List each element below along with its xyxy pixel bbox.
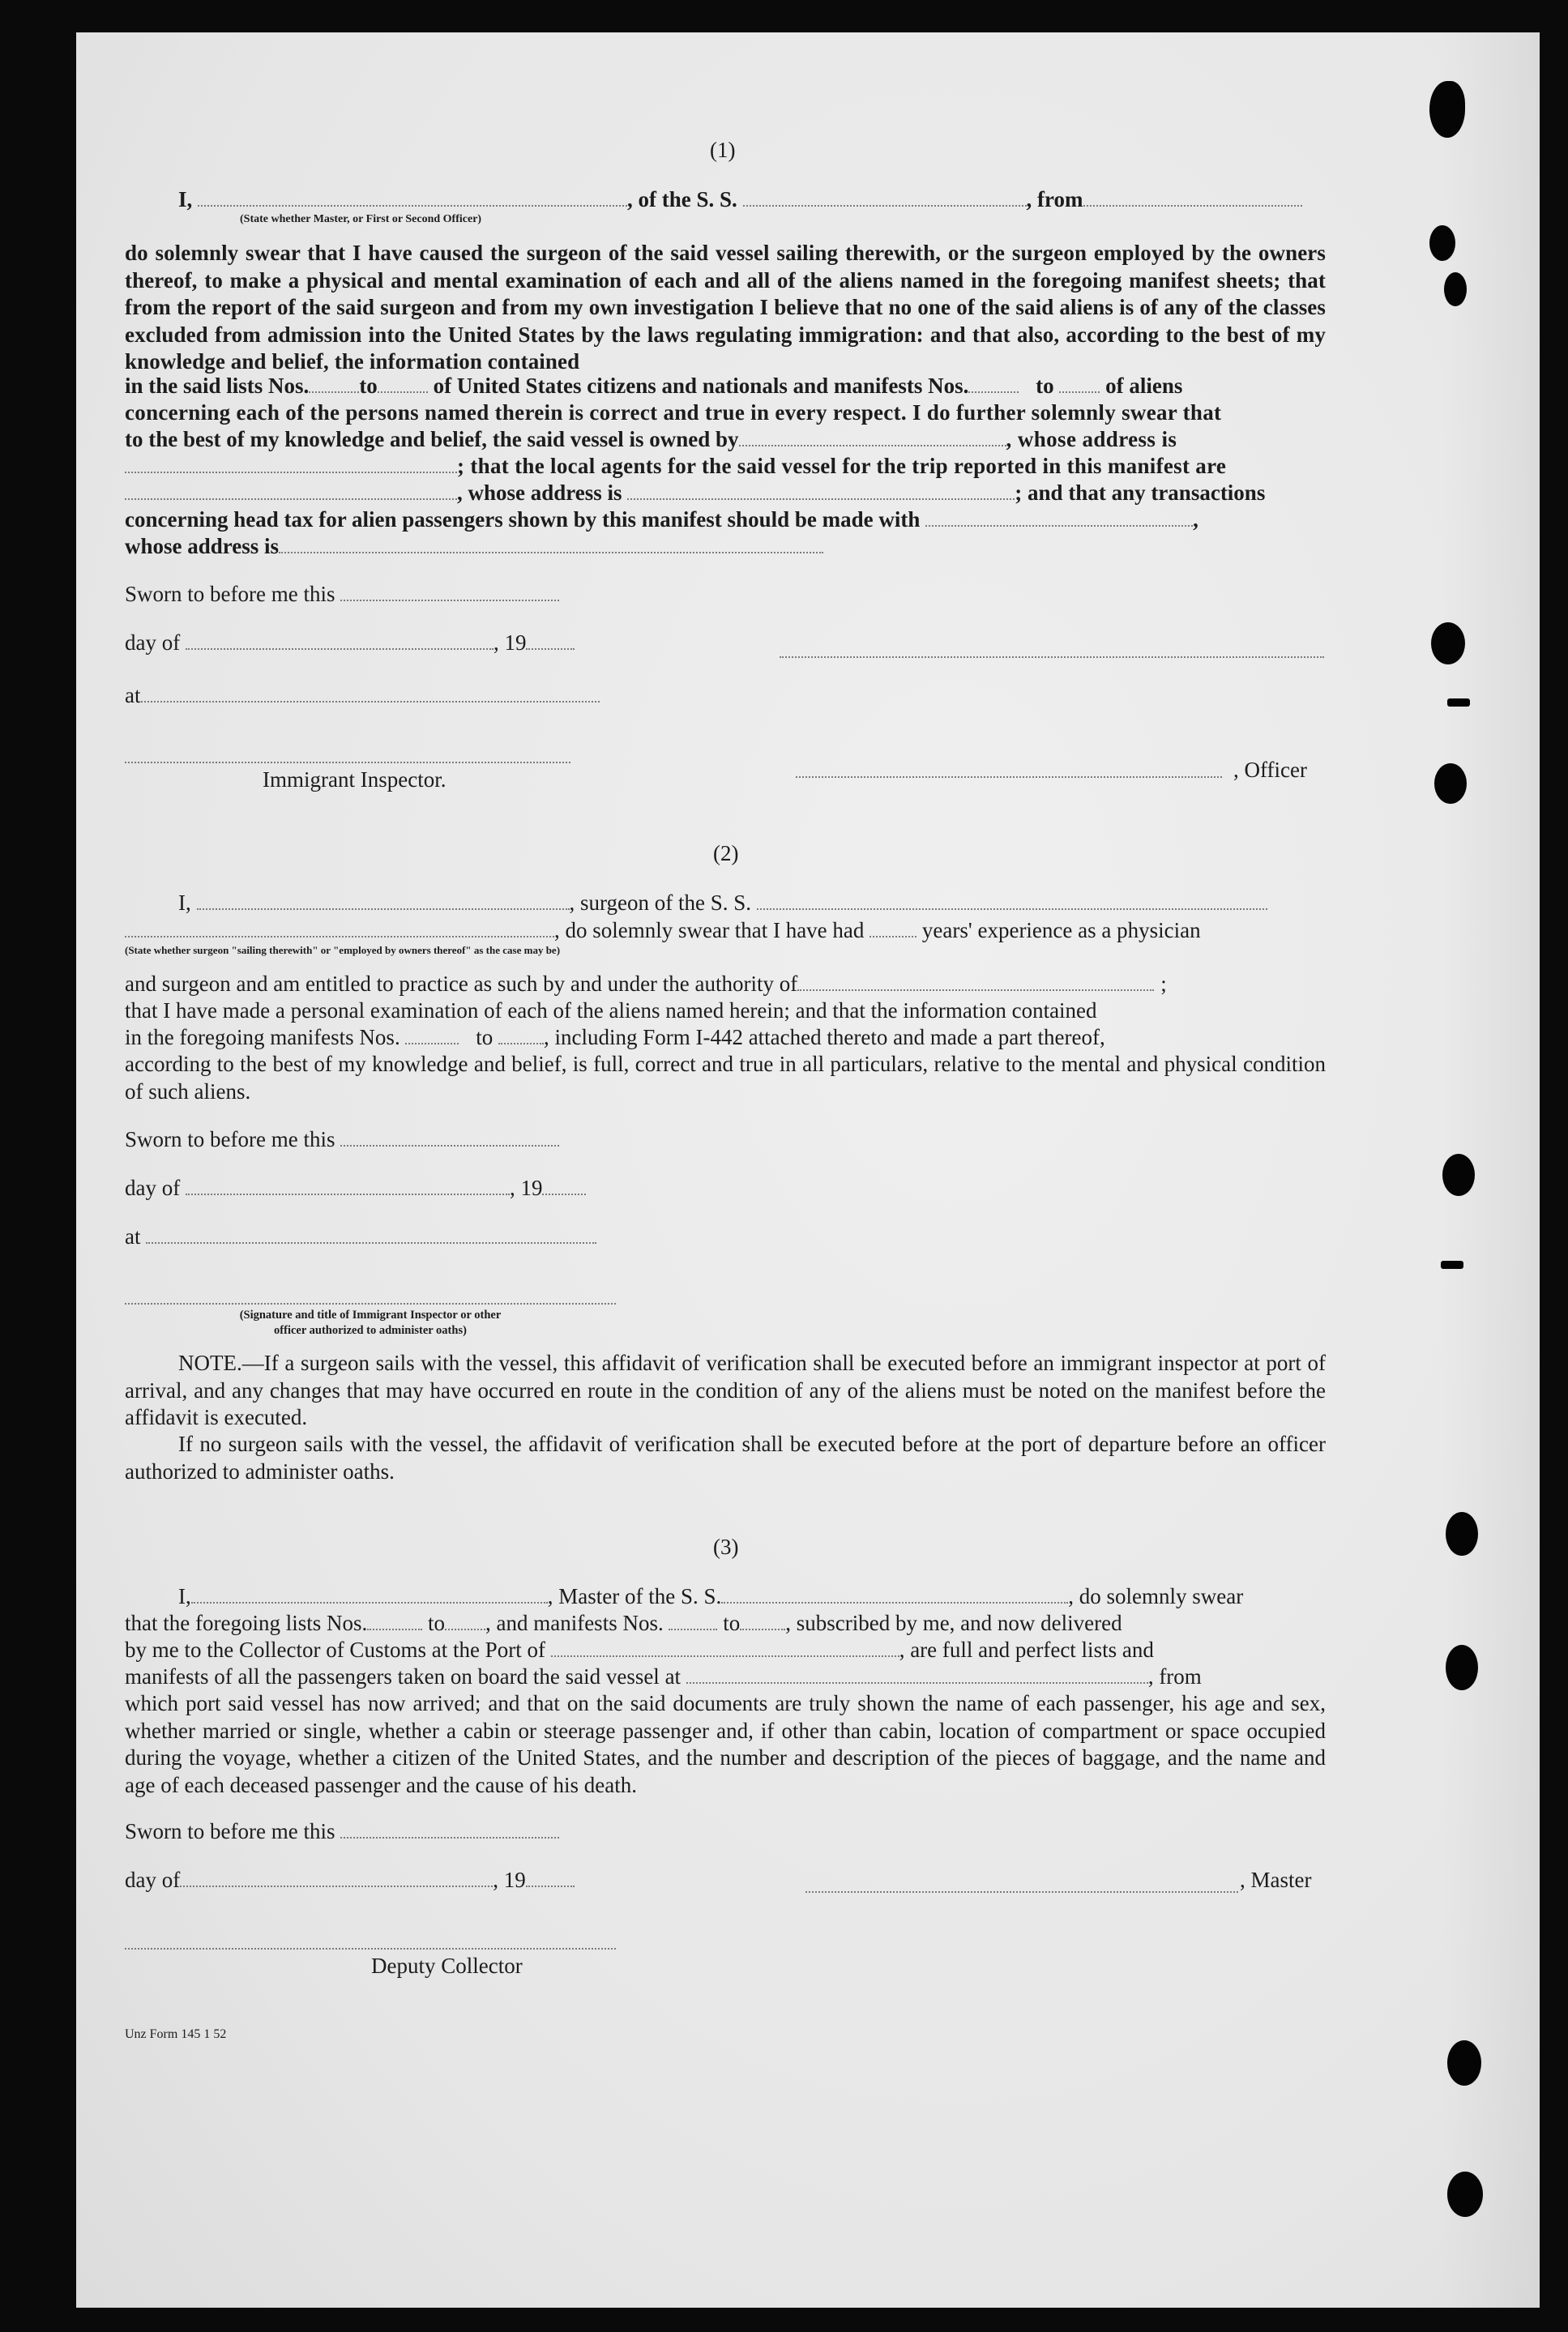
section-3-manifests-line xyxy=(125,1664,1202,1690)
head-tax-party-field[interactable] xyxy=(925,507,1193,527)
binder-hole-9 xyxy=(1447,2040,1481,2086)
section-1-agents-line xyxy=(125,453,1226,480)
day-of-label-3: day of xyxy=(125,1868,181,1892)
manifests-to-field[interactable] xyxy=(1059,374,1100,393)
master-signature-line[interactable] xyxy=(805,1891,1238,1893)
foregoing-manifests-to-label: to xyxy=(723,1611,741,1635)
sworn-label: Sworn to before me this xyxy=(125,582,335,606)
binder-hole-2 xyxy=(1429,225,1455,261)
section-1-number: (1) xyxy=(710,138,736,162)
section-3-paragraph: which port said vessel has now arrived; and that on the said documents are truly shown the name of each passenger, his age and sex, whether married or single, whether a cabin or steerage passenger and, if other than cabin, location of compartment or space occupied during the voyage, whether a citizen of the United States, and the number and description of the pieces of baggage, and the name and age of each deceased passenger and the cause of his death. xyxy=(125,1691,1326,1797)
sworn-day-field-3[interactable] xyxy=(340,1819,559,1839)
inspector-label: Immigrant Inspector. xyxy=(263,767,446,792)
section-1-at-line xyxy=(125,682,600,709)
section-2-paragraph-a: that I have made a personal examination of each of the aliens named herein; and that the information contained xyxy=(125,998,1097,1023)
section-1-sworn-line xyxy=(125,581,559,608)
section-3-sworn-line xyxy=(125,1818,559,1845)
year-prefix-3: , 19 xyxy=(493,1868,526,1892)
month-field-3[interactable] xyxy=(180,1868,493,1887)
years-label: years' experience as a physician xyxy=(921,918,1201,942)
owner-address-field[interactable] xyxy=(125,454,457,473)
officer-label: , Officer xyxy=(1233,758,1307,782)
section-1-lists-line xyxy=(125,373,1182,399)
sworn-day-field[interactable] xyxy=(340,582,559,601)
at-label-2: at xyxy=(125,1224,141,1249)
binder-hole-6 xyxy=(1442,1154,1475,1196)
section-3-number: (3) xyxy=(713,1535,739,1559)
agents-address-label: , whose address is xyxy=(457,480,622,505)
officer-rank-field[interactable] xyxy=(198,187,627,207)
collector-label: by me to the Collector of Customs at the Port of xyxy=(125,1638,545,1662)
binder-hole-8 xyxy=(1446,1645,1478,1690)
foregoing-lists-to-label: to xyxy=(427,1611,445,1635)
binder-hole-1 xyxy=(1429,81,1465,138)
surgeon-status-field[interactable] xyxy=(125,918,554,937)
binder-hole-3 xyxy=(1444,272,1467,306)
label-i-2: I, xyxy=(178,891,191,915)
foregoing-lists-to-field[interactable] xyxy=(445,1611,485,1630)
section-2-sworn-line xyxy=(125,1126,559,1153)
deputy-signature-line[interactable] xyxy=(125,1948,616,1950)
lists-to-field[interactable] xyxy=(378,374,428,393)
binder-hole-5 xyxy=(1434,763,1467,804)
year-field[interactable] xyxy=(526,630,575,650)
form-i442-label: , including Form I-442 attached thereto and made a part thereof, xyxy=(543,1025,1105,1049)
foregoing-manifests-from-field[interactable] xyxy=(669,1611,717,1630)
surgeon-ship-field[interactable] xyxy=(757,891,1267,910)
section-3-foregoing-line xyxy=(125,1610,1122,1637)
lists-from-field[interactable] xyxy=(309,374,359,393)
caption-officer-rank: (State whether Master, or First or Second Officer) xyxy=(240,213,482,225)
section-1-line-1 xyxy=(178,186,1302,213)
do-solemnly-label: , do solemnly swear xyxy=(1068,1584,1244,1608)
manifests-from-field[interactable] xyxy=(968,374,1019,393)
caption-surgeon-status: (State whether surgeon "sailing therewith" or "employed by owners thereof" as the case may be) xyxy=(125,944,561,956)
manifests-nos-from-field[interactable] xyxy=(405,1025,459,1044)
binder-hole-4 xyxy=(1431,622,1465,664)
ship-name-field[interactable] xyxy=(743,187,1027,207)
master-name-field[interactable] xyxy=(191,1584,548,1604)
manifests-label: of United States citizens and nationals and manifests Nos. xyxy=(433,374,969,398)
section-1-whose-address-line xyxy=(125,533,823,560)
year-field-3[interactable] xyxy=(526,1868,575,1887)
officer-signature-line[interactable] xyxy=(780,656,1324,658)
boarded-at-field[interactable] xyxy=(686,1664,1148,1684)
label-i-3: I, xyxy=(178,1584,191,1608)
label-from: , from xyxy=(1026,187,1083,211)
inspector-signature-line[interactable] xyxy=(125,762,570,763)
solemnly-label: , do solemnly swear that I have had xyxy=(554,918,865,942)
authority-field[interactable] xyxy=(797,972,1154,991)
officer-name-line[interactable] xyxy=(796,776,1222,778)
years-field[interactable] xyxy=(869,918,916,937)
local-agents-label: ; that the local agents for the said vessel for the trip reported in this manifest are xyxy=(457,454,1227,478)
deputy-collector-label: Deputy Collector xyxy=(371,1954,523,1978)
aliens-label: of aliens xyxy=(1105,374,1183,398)
sworn-day-field-2[interactable] xyxy=(340,1127,559,1147)
section-2-line-2 xyxy=(125,917,1201,944)
manifests-to-label: to xyxy=(1036,374,1054,398)
year-field-2[interactable] xyxy=(542,1176,586,1195)
label-of-ss: , of the S. S. xyxy=(627,187,737,211)
foregoing-lists-from-field[interactable] xyxy=(367,1611,422,1630)
head-tax-address-label: whose address is xyxy=(125,534,280,558)
master-of-label: , Master of the S. S. xyxy=(547,1584,722,1608)
section-2-day-line xyxy=(125,1175,586,1202)
caption-signature-line-1: (Signature and title of Immigrant Inspector or other xyxy=(239,1309,502,1322)
note-paragraph-2: If no surgeon sails with the vessel, the affidavit of verification shall be executed before at the port of departure before an officer authorized to administer oaths. xyxy=(125,1432,1326,1484)
section-1-paragraph-b: concerning each of the persons named therein is correct and true in every respect. I do further solemnly swear that xyxy=(125,400,1222,425)
port-from-field[interactable] xyxy=(1083,187,1302,207)
foregoing-lists-label: that the foregoing lists Nos. xyxy=(125,1611,368,1635)
label-i: I, xyxy=(178,187,193,211)
section-1-paragraph-a: do solemnly swear that I have caused the surgeon of the said vessel sailing therewith, or the surgeon employed by the owners thereof, to make a physical and mental examination of each and all of the aliens named in the foregoing manifest sheets; that from the report of the said surgeon and from my own investigation I believe that no one of the said aliens is of any of the classes excluded from admission into the United States by the laws regulating immigration: and that also, according to the best of my knowledge and belief, the information contained xyxy=(125,241,1326,374)
section-2-number: (2) xyxy=(713,841,739,865)
caption-signature-line-2: officer authorized to administer oaths) xyxy=(274,1324,467,1337)
at-label: at xyxy=(125,683,141,707)
month-field[interactable] xyxy=(186,630,493,650)
collector-port-field[interactable] xyxy=(551,1638,899,1657)
section-1-owned-line xyxy=(125,426,1177,453)
foregoing-manifests-to-field[interactable] xyxy=(740,1611,785,1630)
section-3-line-1 xyxy=(178,1583,1243,1610)
manifests-nos-to-field[interactable] xyxy=(498,1025,544,1044)
section-1-day-line xyxy=(125,630,575,656)
head-tax-label: concerning head tax for alien passengers shown by this manifest should be made with xyxy=(125,507,921,532)
section-2-authority-line xyxy=(125,971,1167,997)
owner-field[interactable] xyxy=(739,427,1006,446)
boarded-at-label: manifests of all the passengers taken on board the said vessel at xyxy=(125,1664,681,1689)
section-2-at-line xyxy=(125,1224,596,1250)
lists-label: in the said lists Nos. xyxy=(125,374,310,398)
sworn-label-2: Sworn to before me this xyxy=(125,1127,335,1151)
master-ship-field[interactable] xyxy=(721,1584,1068,1604)
day-of-label: day of xyxy=(125,630,181,655)
year-prefix: , 19 xyxy=(493,630,527,655)
manifests-nos-label: in the foregoing manifests Nos. xyxy=(125,1025,400,1049)
section-2-paragraph-b: according to the best of my knowledge and belief, is full, correct and true in all particulars, relative to the mental and physical condition of such aliens. xyxy=(125,1052,1326,1104)
transactions-label: ; and that any transactions xyxy=(1015,480,1266,505)
head-tax-address-field[interactable] xyxy=(279,534,823,553)
caption-signature xyxy=(125,1308,616,1339)
surgeon-name-field[interactable] xyxy=(197,891,570,910)
full-perfect-label: , are full and perfect lists and xyxy=(899,1638,1154,1662)
local-agents-field[interactable] xyxy=(125,480,457,500)
subscribed-label: , subscribed by me, and now delivered xyxy=(785,1611,1122,1635)
section-2-line-1 xyxy=(178,890,1267,916)
inspector-signature-line-2[interactable] xyxy=(125,1303,616,1305)
at-place-field[interactable] xyxy=(141,683,600,703)
form-identifier: Unz Form 145 1 52 xyxy=(125,2027,227,2041)
note-paragraph-1: NOTE.—If a surgeon sails with the vessel, this affidavit of verification shall be executed before an immigrant inspector at port of arrival, and any changes that may have occurred en route in the condition of any of the aliens must be noted on the manifest before the affidavit is executed. xyxy=(125,1351,1326,1429)
binder-hole-10 xyxy=(1447,2172,1483,2217)
day-of-label-2: day of xyxy=(125,1176,181,1200)
from-label-3: , from xyxy=(1147,1664,1202,1689)
section-2-manifests-line xyxy=(125,1024,1105,1051)
manifests-nos-to-label: to xyxy=(476,1025,493,1049)
foregoing-manifests-label: , and manifests Nos. xyxy=(485,1611,664,1635)
sworn-label-3: Sworn to before me this xyxy=(125,1819,335,1843)
section-1-agents-address-line xyxy=(125,480,1265,506)
year-prefix-2: , 19 xyxy=(509,1176,543,1200)
master-label: , Master xyxy=(1240,1868,1312,1892)
edge-mark-1 xyxy=(1447,698,1470,707)
authority-label: and surgeon and am entitled to practice as such by and under the authority of xyxy=(125,972,798,996)
agents-address-field[interactable] xyxy=(627,480,1015,500)
surgeon-of-label: , surgeon of the S. S. xyxy=(569,891,752,915)
at-place-field-2[interactable] xyxy=(146,1224,596,1244)
comma: , xyxy=(1193,507,1198,532)
section-3-collector-line xyxy=(125,1637,1154,1664)
section-1-head-tax-line xyxy=(125,506,1198,533)
owned-by-label: to the best of my knowledge and belief, the said vessel is owned by xyxy=(125,427,739,451)
binder-hole-7 xyxy=(1446,1512,1478,1556)
edge-mark-2 xyxy=(1441,1261,1463,1269)
lists-to-label: to xyxy=(359,374,378,398)
section-3-day-line xyxy=(125,1867,575,1894)
owner-address-label: , whose address is xyxy=(1006,427,1177,451)
month-field-2[interactable] xyxy=(186,1176,510,1195)
semicolon: ; xyxy=(1160,972,1167,996)
